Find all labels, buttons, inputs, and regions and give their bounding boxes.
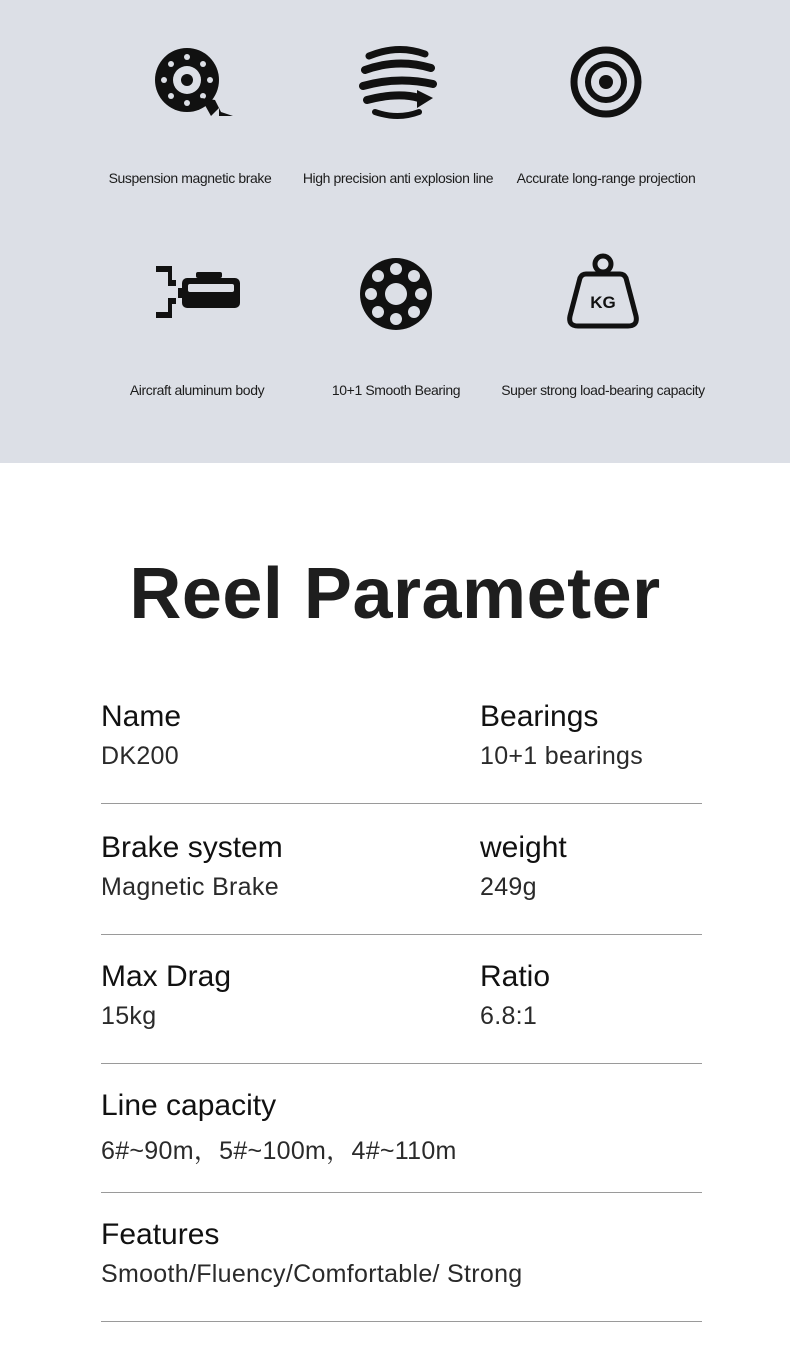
divider: [101, 1063, 702, 1064]
param-key: Features: [101, 1218, 220, 1251]
feature-label: Accurate long-range projection: [516, 170, 696, 186]
param-features: [101, 1218, 523, 1289]
param-key: weight: [480, 831, 567, 864]
feature-aluminum-body: [82, 252, 312, 398]
param-value: Smooth/Fluency/Comfortable/ Strong: [101, 1260, 523, 1288]
feature-label: 10+1 Smooth Bearing: [331, 382, 461, 398]
param-value: 6#~90m，5#~100m，4#~110m: [101, 1137, 457, 1165]
divider: [101, 1192, 702, 1193]
feature-load-bearing: [488, 252, 718, 398]
bearing-icon: [351, 252, 441, 332]
param-key: Ratio: [480, 960, 551, 993]
param-line-capacity: [101, 1089, 457, 1167]
param-key: Max Drag: [101, 960, 232, 993]
feature-label: High precision anti explosion line: [302, 170, 494, 186]
param-bearings: [480, 700, 643, 771]
param-key: Brake system: [101, 831, 283, 864]
feature-label: Super strong load-bearing capacity: [501, 382, 705, 398]
brake-disc-icon: [145, 42, 235, 122]
page-title: Reel Parameter: [129, 554, 661, 634]
param-key: Bearings: [480, 700, 599, 733]
divider: [101, 1321, 702, 1322]
param-name: [101, 700, 181, 771]
feature-label: Suspension magnetic brake: [108, 170, 272, 186]
param-brake-system: [101, 831, 283, 902]
param-key: Name: [101, 700, 182, 733]
param-value: DK200: [101, 742, 179, 770]
aluminum-body-icon: [152, 252, 242, 332]
feature-smooth-bearing: [281, 252, 511, 398]
feature-magnetic-brake: [75, 42, 305, 186]
divider: [101, 803, 702, 804]
param-value: 249g: [480, 873, 537, 901]
kg-text: KG: [590, 293, 616, 312]
feature-label: Aircraft aluminum body: [129, 382, 265, 398]
param-value: 15kg: [101, 1002, 157, 1030]
param-value: 6.8:1: [480, 1002, 538, 1030]
target-icon: [561, 42, 651, 122]
param-weight: [480, 831, 567, 902]
param-max-drag: [101, 960, 231, 1031]
param-key: Line capacity: [101, 1089, 277, 1122]
kg-weight-icon: [558, 252, 648, 332]
divider: [101, 934, 702, 935]
param-ratio: [480, 960, 550, 1031]
feature-long-range-projection: [491, 42, 721, 186]
param-value: 10+1 bearings: [480, 742, 644, 770]
param-value: Magnetic Brake: [101, 873, 279, 901]
line-spool-icon: [353, 42, 443, 122]
feature-anti-explosion-line: [283, 42, 513, 186]
feature-panel: [0, 0, 790, 463]
